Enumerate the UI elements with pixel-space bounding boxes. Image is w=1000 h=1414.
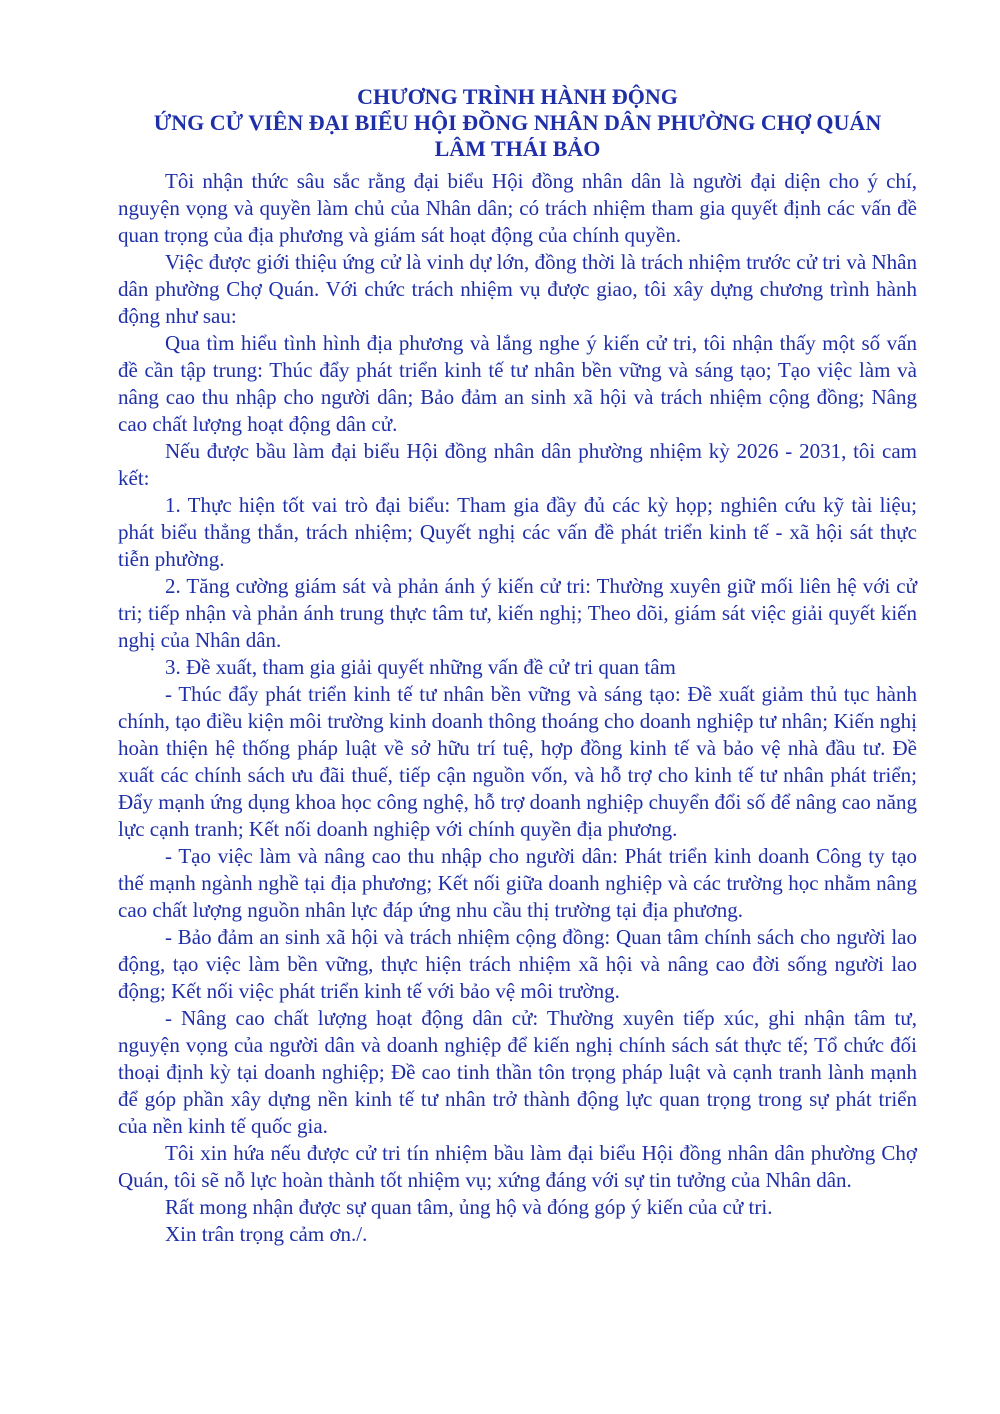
paragraph-commitment: Nếu được bầu làm đại biểu Hội đồng nhân dân phường nhiệm kỳ 2026 - 2031, tôi cam kết: (118, 439, 917, 490)
document-page (118, 84, 917, 1248)
paragraph-representation-quality: - Nâng cao chất lượng hoạt động dân cử: Thường xuyên tiếp xúc, ghi nhận tâm tư, nguyện vọng của người dân và doanh nghiệp để kiến nghị chính sách sát thực tế; Tổ chức đối thoại định kỳ tại doanh nghiệp; Đề cao tinh thần tôn trọng pháp luật và cạnh tranh lành mạnh để góp phần xây dựng nền kinh tế tư nhân trở thành động lực quan trọng trong sự phát triển của nền kinh tế quốc gia. (118, 1006, 917, 1138)
document-body (118, 168, 917, 1248)
paragraph-intro: Tôi nhận thức sâu sắc rằng đại biểu Hội đồng nhân dân là người đại diện cho ý chí, nguyện vọng và quyền làm chủ của Nhân dân; có trách nhiệm tham gia quyết định các vấn đề quan trọng của địa phương và giám sát hoạt động của chính quyền. (118, 169, 917, 247)
title-line-2: ỨNG CỬ VIÊN ĐẠI BIỂU HỘI ĐỒNG NHÂN DÂN PHƯỜNG CHỢ QUÁN (153, 110, 882, 135)
paragraph-item-1: 1. Thực hiện tốt vai trò đại biểu: Tham gia đầy đủ các kỳ họp; nghiên cứu kỹ tài liệu; phát biểu thẳng thắn, trách nhiệm; Quyết nghị các vấn đề phát triển kinh tế - xã hội sát thực tiễn phường. (118, 493, 917, 571)
paragraph-private-economy: - Thúc đẩy phát triển kinh tế tư nhân bền vững và sáng tạo: Đề xuất giảm thủ tục hành chính, tạo điều kiện môi trường kinh doanh thông thoáng cho doanh nghiệp tư nhân; Kiến nghị hoàn thiện hệ thống pháp luật về sở hữu trí tuệ, hợp đồng kinh tế và bảo vệ nhà đầu tư. Đề xuất các chính sách ưu đãi thuế, tiếp cận nguồn vốn, và hỗ trợ cho kinh tế tư nhân phát triển; Đẩy mạnh ứng dụng khoa học công nghệ, hỗ trợ doanh nghiệp chuyển đổi số để nâng cao năng lực cạnh tranh; Kết nối doanh nghiệp với chính quyền địa phương. (118, 682, 917, 841)
paragraph-item-2: 2. Tăng cường giám sát và phản ánh ý kiến cử tri: Thường xuyên giữ mối liên hệ với cử tri; tiếp nhận và phản ánh trung thực tâm tư, kiến nghị; Theo dõi, giám sát việc giải quyết kiến nghị của Nhân dân. (118, 574, 917, 652)
title-line-1: CHƯƠNG TRÌNH HÀNH ĐỘNG (357, 84, 678, 109)
paragraph-item-3: 3. Đề xuất, tham gia giải quyết những vấn đề cử tri quan tâm (165, 655, 676, 679)
paragraph-jobs-income: - Tạo việc làm và nâng cao thu nhập cho người dân: Phát triển kinh doanh Công ty tạo thế mạnh ngành nghề tại địa phương; Kết nối giữa doanh nghiệp và các trường học nhằm nâng cao chất lượng nguồn nhân lực đáp ứng nhu cầu thị trường tại địa phương. (118, 844, 917, 922)
paragraph-social-security: - Bảo đảm an sinh xã hội và trách nhiệm cộng đồng: Quan tâm chính sách cho người lao động, tạo việc làm bền vững, thực hiện trách nhiệm xã hội và nâng cao đời sống người lao động; Kết nối việc phát triển kinh tế với bảo vệ môi trường. (118, 925, 917, 1003)
document-title (118, 84, 917, 162)
paragraph-promise: Tôi xin hứa nếu được cử tri tín nhiệm bầu làm đại biểu Hội đồng nhân dân phường Chợ Quán, tôi sẽ nỗ lực hoàn thành tốt nhiệm vụ; xứng đáng với sự tin tưởng của Nhân dân. (118, 1141, 917, 1192)
paragraph-request: Rất mong nhận được sự quan tâm, ủng hộ và đóng góp ý kiến của cử tri. (165, 1195, 773, 1219)
paragraph-nomination: Việc được giới thiệu ứng cử là vinh dự lớn, đồng thời là trách nhiệm trước cử tri và Nhân dân phường Chợ Quán. Với chức trách nhiệm vụ được giao, tôi xây dựng chương trình hành động như sau: (118, 250, 917, 328)
paragraph-thanks: Xin trân trọng cảm ơn./. (165, 1222, 368, 1246)
paragraph-issues: Qua tìm hiểu tình hình địa phương và lắng nghe ý kiến cử tri, tôi nhận thấy một số vấn đề cần tập trung: Thúc đẩy phát triển kinh tế tư nhân bền vững và sáng tạo; Tạo việc làm và nâng cao thu nhập cho người dân; Bảo đảm an sinh xã hội và trách nhiệm cộng đồng; Nâng cao chất lượng hoạt động dân cử. (118, 331, 917, 436)
title-line-3: LÂM THÁI BẢO (434, 136, 601, 161)
